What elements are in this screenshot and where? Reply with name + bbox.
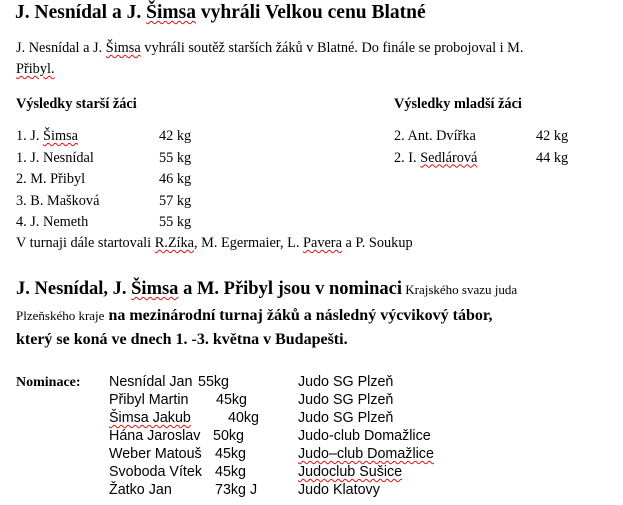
intro-line-2: Přibyl. [16,61,55,77]
result-row: 3. B. Mašková 57 kg [16,192,192,209]
headline-text: vyhráli Velkou cenu Blatné [195,2,426,23]
younger-results-title: Výsledky mladší žáci [394,96,522,112]
nomination-line-1: J. Nesnídal, J. Šimsa a M. Přibyl jsou v nominaci Krajského svazu juda [16,279,518,299]
nomination-line-2: Plzeňského kraje na mezinárodní turnaj žáků a následný výcvikový tábor, [16,307,493,324]
nominee-row: Šimsa Jakub 40kg Judo SG Plzeň [109,410,394,426]
result-row: 2. M. Přibyl 46 kg [16,171,192,187]
younger-results-list [394,128,569,171]
older-results-title: Výsledky starší žáci [16,96,137,112]
nominee-row: Weber Matouš 45kg Judo–club Domažlice [109,446,434,462]
result-row: 2. I. Sedlárová 44 kg [394,149,569,166]
older-results-list [16,128,192,236]
nominace-label: Nominace: [16,375,81,390]
nominace-table [109,374,609,500]
result-row: 1. J. Nesnídal 55 kg [16,149,192,166]
nomination-line-3: který se koná ve dnech 1. -3. května v Budapešti. [16,331,348,348]
other-starters: V turnaji dále startovali R.Zíka, M. Egermaier, L. Pavera a P. Soukup [16,235,413,251]
result-row: 1. J. Šimsa 42 kg [16,128,192,144]
headline [15,2,426,24]
headline-text: J. Nesnídal a J. [15,2,147,23]
result-row: 4. J. Nemeth 55 kg [16,214,192,230]
nominee-row: Přibyl Martin 45kg Judo SG Plzeň [109,392,394,408]
intro-line-1: J. Nesnídal a J. Šimsa vyhráli soutěž starších žáků v Blatné. Do finále se probojoval i M. [16,40,524,56]
nominee-row: Nesnídal Jan 55kg Judo SG Plzeň [109,374,394,390]
nominee-row: Žatko Jan 73kg J Judo Klatovy [109,482,380,498]
nominee-row: Svoboda Vítek 45kg Judoclub Sušice [109,464,403,480]
result-row: 2. Ant. Dvířka 42 kg [394,128,569,144]
headline-text: Šimsa [146,2,196,23]
nominee-row: Hána Jaroslav 50kg Judo-club Domažlice [109,428,431,444]
